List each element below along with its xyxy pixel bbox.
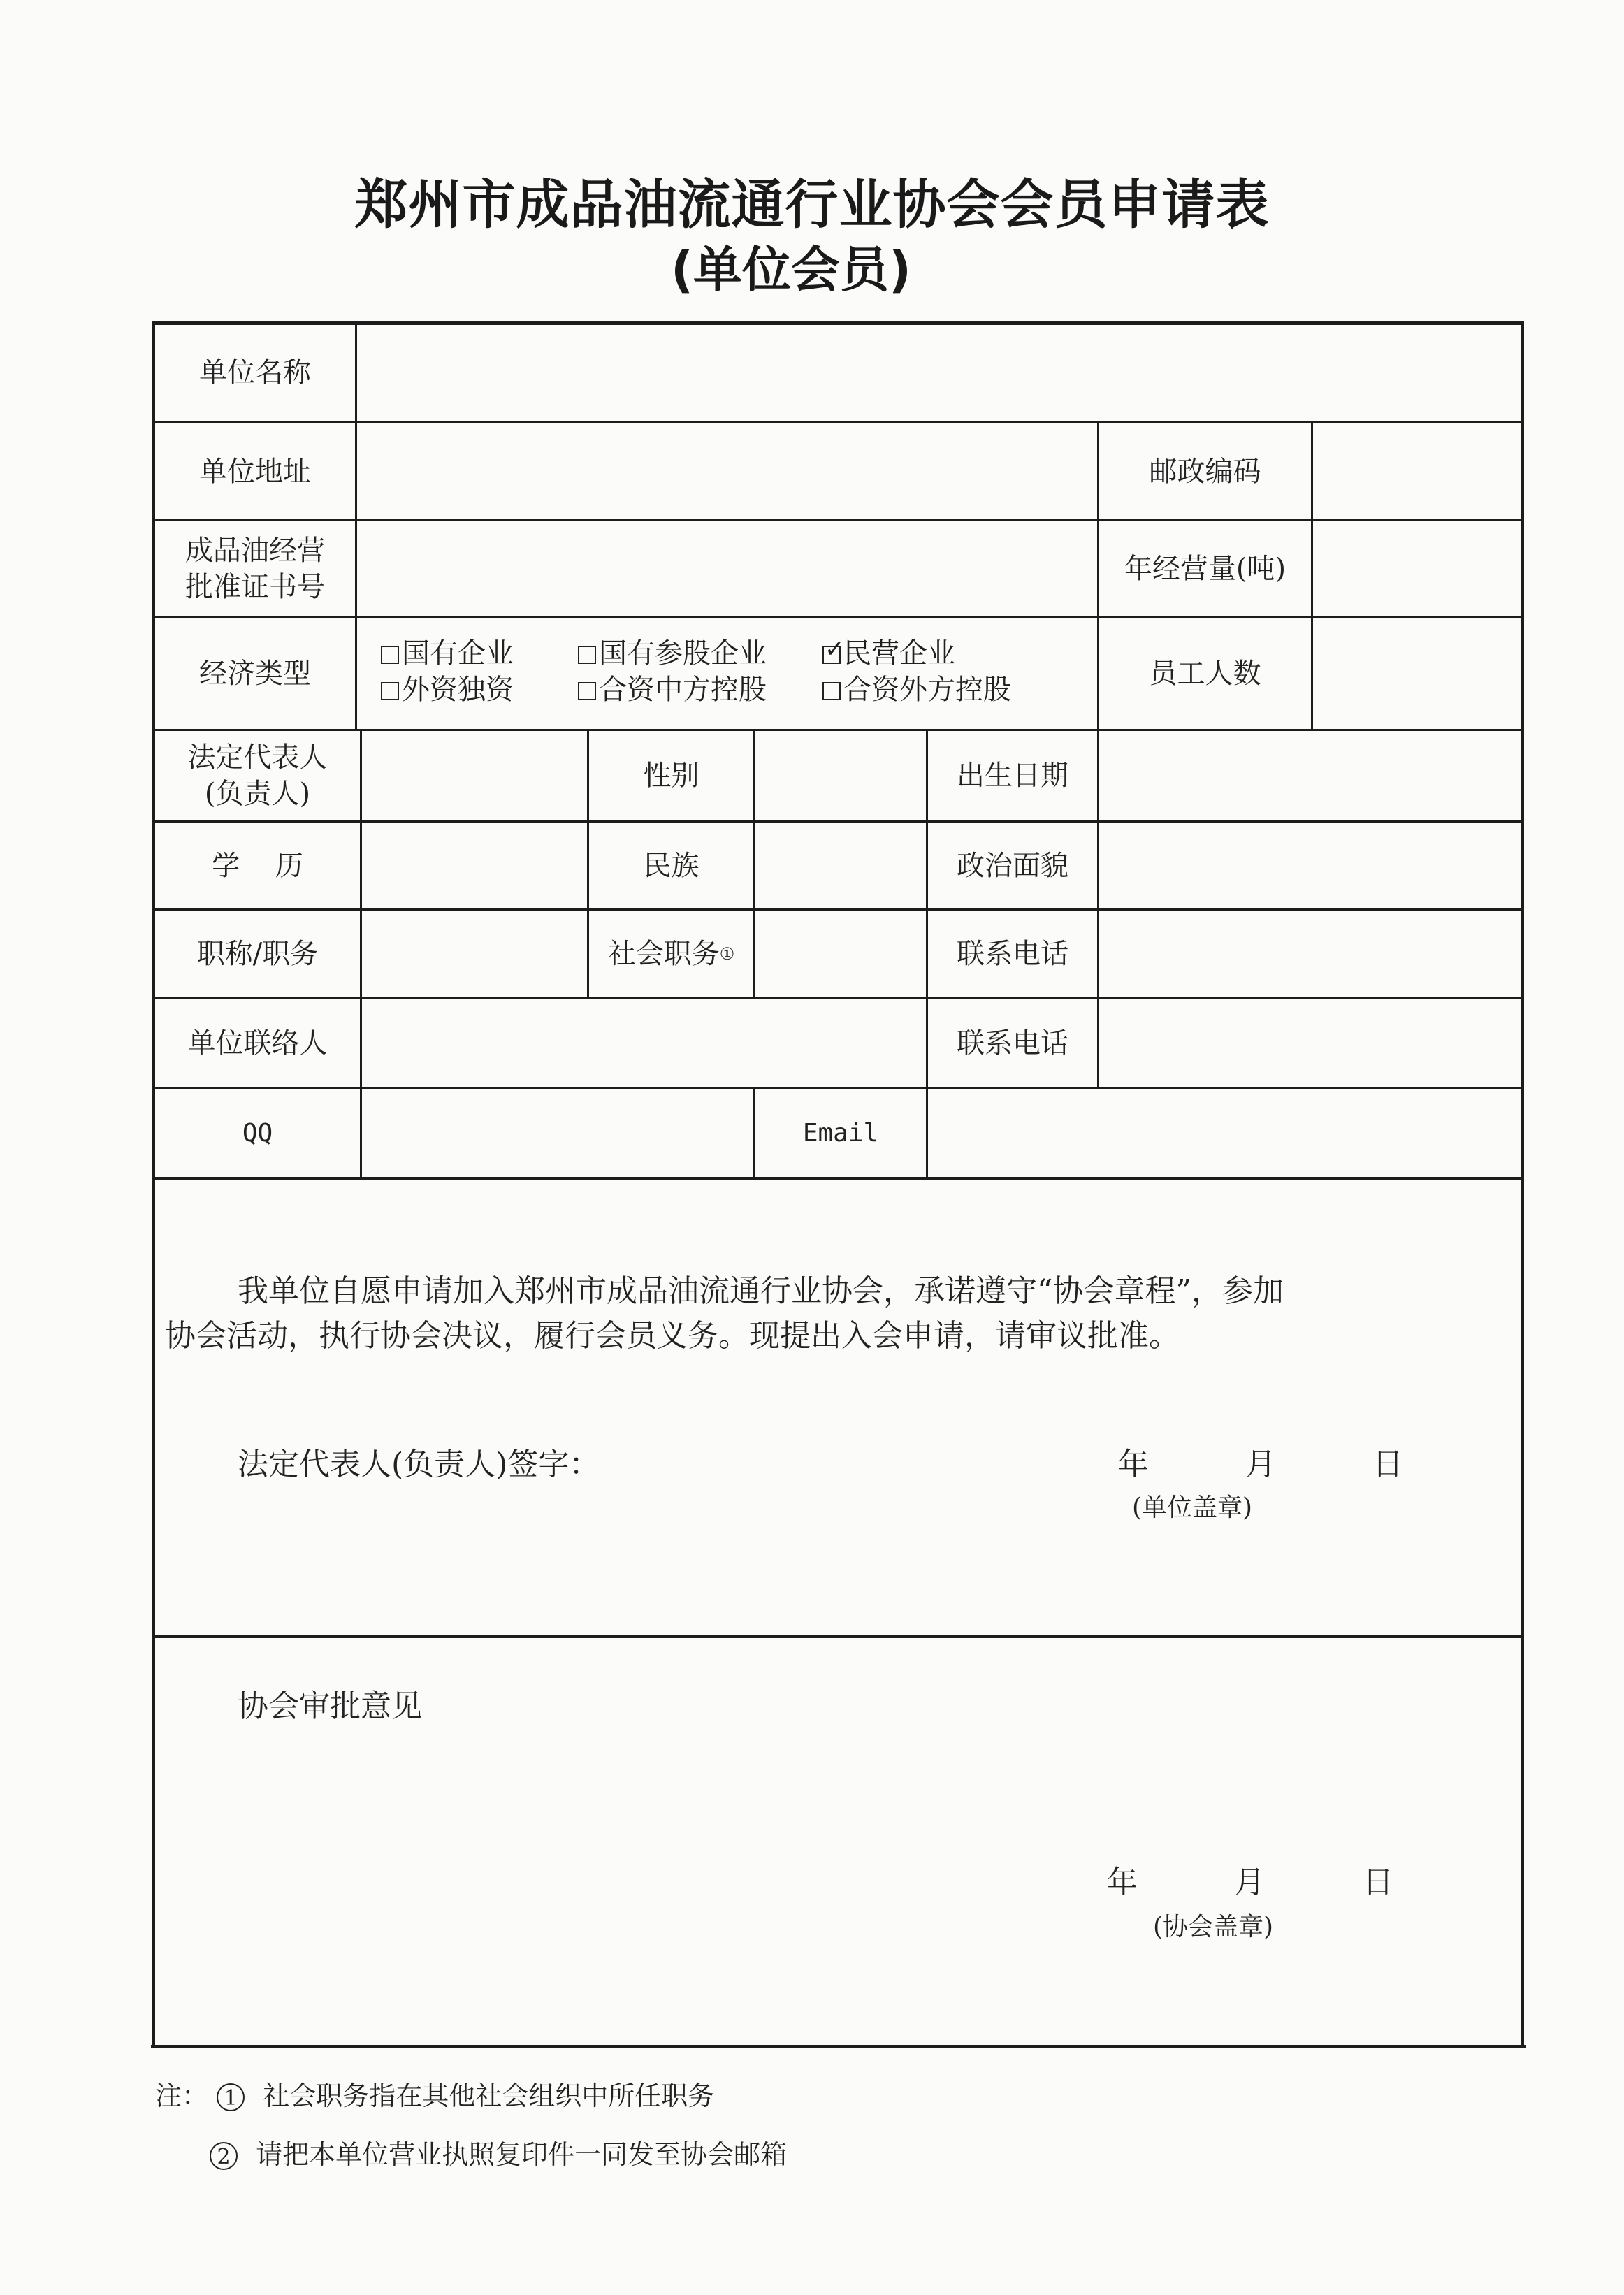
gender-field[interactable] bbox=[755, 731, 926, 820]
signature-field[interactable] bbox=[650, 1440, 1041, 1489]
checkbox-icon[interactable] bbox=[381, 646, 399, 664]
social-position-field[interactable] bbox=[755, 911, 926, 997]
phone-2-field[interactable] bbox=[1099, 999, 1521, 1087]
econ-opt-jv-chinese[interactable]: 合资中方控股 bbox=[578, 671, 767, 709]
econ-opt-state[interactable]: 国有企业 bbox=[381, 635, 514, 672]
education-field[interactable] bbox=[362, 823, 587, 908]
label-qq: QQ bbox=[242, 1118, 273, 1148]
label-legal-rep-line2: (负责人) bbox=[204, 778, 311, 810]
checkbox-checked-icon[interactable] bbox=[822, 646, 841, 664]
approval-opinion-field[interactable] bbox=[238, 1733, 1495, 1859]
checkbox-icon[interactable] bbox=[578, 682, 596, 700]
employees-field[interactable] bbox=[1313, 618, 1521, 729]
table-border-bottom bbox=[151, 2045, 1526, 2048]
qq-field[interactable] bbox=[362, 1089, 753, 1177]
econ-opt-private[interactable]: ✓ 民营企业 bbox=[822, 635, 955, 672]
note-prefix: 注： bbox=[155, 2080, 209, 2111]
ethnicity-field[interactable] bbox=[755, 823, 926, 908]
label-unit-name: 单位名称 bbox=[199, 356, 311, 389]
postal-code-field[interactable] bbox=[1313, 423, 1521, 519]
form-title: 郑州市成品油流通行业协会会员申请表 bbox=[354, 173, 1270, 236]
declaration-line1: 我单位自愿申请加入郑州市成品油流通行业协会，承诺遵守“协会章程”，参加 bbox=[238, 1273, 1284, 1309]
title-position-field[interactable] bbox=[362, 911, 587, 997]
approval-month: 月 bbox=[1234, 1865, 1265, 1900]
label-license-line1: 成品油经营 bbox=[185, 535, 325, 567]
note-2-text: 请把本单位营业执照复印件一同发至协会邮箱 bbox=[256, 2139, 788, 2170]
decl-day: 日 bbox=[1372, 1447, 1403, 1482]
label-ethnicity: 民族 bbox=[643, 849, 699, 882]
declaration-line2: 协会活动，执行协会决议，履行会员义务。现提出入会申请，请审议批准。 bbox=[165, 1318, 1180, 1354]
label-education: 学 历 bbox=[212, 849, 303, 882]
license-number-field[interactable] bbox=[357, 521, 1097, 616]
label-email: Email bbox=[802, 1118, 879, 1148]
checkbox-icon[interactable] bbox=[381, 682, 399, 700]
label-economic-type: 经济类型 bbox=[199, 658, 311, 690]
label-employees: 员工人数 bbox=[1149, 658, 1261, 690]
label-title-position: 职称/职务 bbox=[196, 938, 319, 970]
label-political-status: 政治面貌 bbox=[957, 849, 1068, 882]
label-unit-address: 单位地址 bbox=[199, 455, 311, 488]
label-phone-2: 联系电话 bbox=[957, 1027, 1068, 1059]
unit-address-field[interactable] bbox=[357, 423, 1097, 519]
label-gender: 性别 bbox=[643, 760, 699, 792]
econ-opt-jv-foreign[interactable]: 合资外方控股 bbox=[822, 671, 1011, 709]
label-birth-date: 出生日期 bbox=[957, 760, 1068, 792]
econ-opt-state-share[interactable]: 国有参股企业 bbox=[578, 635, 767, 672]
footnote-1-icon: 1 bbox=[217, 2083, 245, 2111]
economic-type-options bbox=[381, 635, 1094, 718]
form-subtitle: (单位会员) bbox=[671, 241, 911, 298]
approval-day: 日 bbox=[1363, 1865, 1393, 1900]
note-2 bbox=[210, 2133, 787, 2171]
econ-opt-foreign[interactable]: 外资独资 bbox=[381, 671, 514, 709]
label-postal-code: 邮政编码 bbox=[1149, 455, 1261, 488]
phone-field[interactable] bbox=[1099, 911, 1521, 997]
decl-month: 月 bbox=[1245, 1447, 1276, 1482]
unit-name-field[interactable] bbox=[357, 324, 1521, 421]
note-1 bbox=[155, 2074, 714, 2113]
label-annual-volume: 年经营量(吨) bbox=[1124, 553, 1286, 585]
political-status-field[interactable] bbox=[1099, 823, 1521, 908]
label-legal-rep bbox=[155, 731, 360, 820]
email-field[interactable] bbox=[928, 1089, 1521, 1177]
decl-year: 年 bbox=[1118, 1447, 1149, 1482]
note-1-text: 社会职务指在其他社会组织中所任职务 bbox=[263, 2080, 715, 2111]
label-license-line2: 批准证书号 bbox=[185, 571, 325, 603]
label-license-number bbox=[155, 521, 355, 616]
table-border-right bbox=[1521, 321, 1524, 2048]
birth-date-field[interactable] bbox=[1099, 731, 1521, 820]
label-social-position: 社会职务 ① bbox=[607, 938, 735, 970]
unit-seal-label: (单位盖章) bbox=[1132, 1493, 1253, 1522]
label-unit-contact: 单位联络人 bbox=[187, 1027, 328, 1059]
approval-label: 协会审批意见 bbox=[238, 1688, 422, 1724]
signature-label: 法定代表人(负责人)签字： bbox=[238, 1447, 600, 1482]
association-seal-label: (协会盖章) bbox=[1153, 1913, 1274, 1941]
label-phone: 联系电话 bbox=[957, 938, 1068, 970]
checkbox-icon[interactable] bbox=[822, 682, 841, 700]
approval-year: 年 bbox=[1107, 1865, 1138, 1900]
annual-volume-field[interactable] bbox=[1313, 521, 1521, 616]
legal-rep-field[interactable] bbox=[362, 731, 587, 820]
footnote-2-icon: 2 bbox=[210, 2142, 238, 2170]
label-legal-rep-line1: 法定代表人 bbox=[187, 741, 328, 774]
unit-contact-field[interactable] bbox=[362, 999, 926, 1087]
checkbox-icon[interactable] bbox=[578, 646, 596, 664]
